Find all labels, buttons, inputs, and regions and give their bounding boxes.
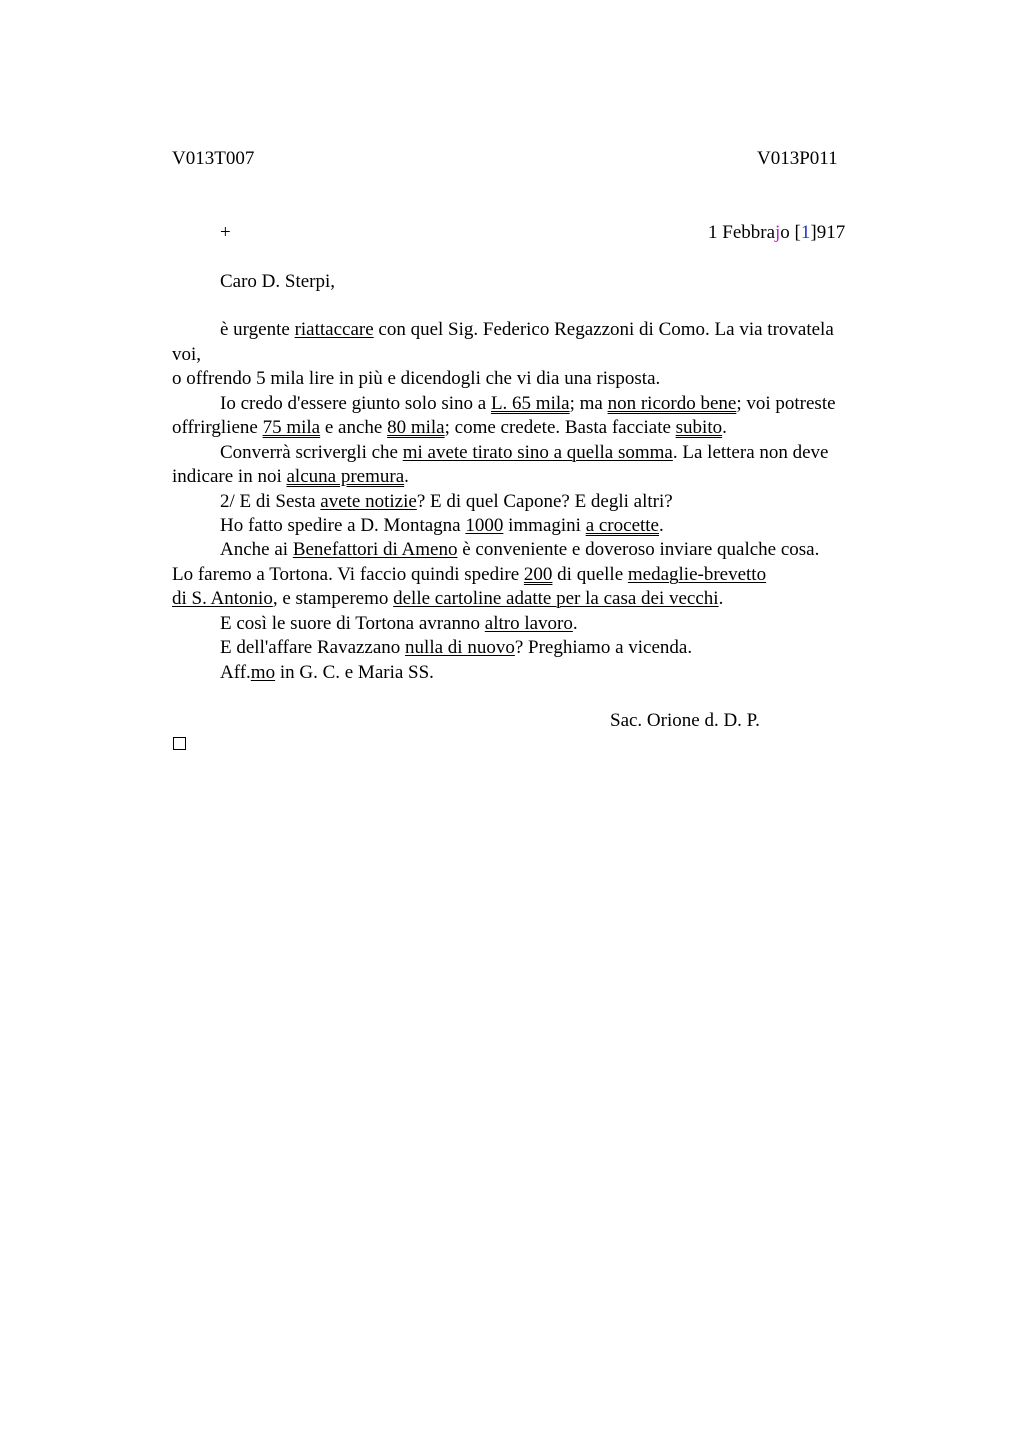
double-underlined-text: 75 mila — [262, 417, 321, 438]
body-line-3: o offrendo 5 mila lire in più e dicendogli che vi dia una risposta. — [172, 368, 661, 389]
text-run: indicare in noi — [172, 466, 287, 487]
salutation: Caro D. Sterpi, — [220, 271, 336, 292]
cross-mark: + — [220, 222, 231, 243]
text-run: offrirgliene — [172, 417, 263, 438]
signature: Sac. Orione d. D. P. — [610, 710, 760, 731]
double-underlined-text: 200 — [523, 564, 553, 585]
text-run: Anche ai — [220, 539, 293, 560]
underlined-text: Benefattori di Ameno — [292, 539, 458, 560]
text-run: , e stamperemo — [272, 588, 394, 609]
body-line-13 — [220, 612, 578, 636]
underlined-text: riattaccare — [294, 319, 374, 340]
body-line-7 — [172, 465, 409, 489]
body-line-11 — [172, 563, 766, 587]
date-bracket-open: [ — [794, 222, 801, 243]
text-run: e anche — [320, 417, 388, 438]
text-run: . La lettera non deve — [672, 442, 829, 463]
underlined-text: mi avete tirato sino a quella somma — [402, 442, 673, 463]
date-o-letter: o — [780, 222, 795, 243]
double-underlined-text: subito — [675, 417, 723, 438]
underlined-text: altro lavoro — [484, 613, 573, 634]
text-run: ; ma — [569, 393, 608, 414]
body-line-10 — [220, 538, 819, 562]
empty-square-icon — [173, 737, 186, 750]
text-run: Converrà scrivergli che — [220, 442, 403, 463]
text-run: . — [404, 466, 409, 487]
text-run: con quel Sig. Federico Regazzoni di Como. La via trovatela — [373, 319, 834, 340]
date-bracket-digit: 1 — [800, 222, 811, 243]
underlined-text: medaglie-brevetto — [627, 564, 767, 585]
underlined-text: di S. Antonio — [172, 588, 273, 609]
body-line-9 — [220, 514, 664, 538]
text-run: ? E di quel Capone? E degli altri? — [416, 491, 673, 512]
text-run: è urgente — [220, 319, 295, 340]
text-run: Aff. — [220, 662, 251, 683]
text-run: Ho fatto spedire a D. Montagna — [220, 515, 466, 536]
double-underlined-text: alcuna premura — [286, 466, 405, 487]
body-line-15 — [220, 661, 434, 685]
double-underlined-text: L. 65 mila — [490, 393, 570, 414]
underlined-text: mo — [250, 662, 276, 683]
text-run: ? Preghiamo a vicenda. — [514, 637, 693, 658]
body-line-6 — [220, 441, 829, 465]
text-run: ; voi potreste — [736, 393, 836, 414]
text-run: è conveniente e doveroso inviare qualche cosa. — [457, 539, 820, 560]
left-document-code: V013T007 — [172, 148, 255, 169]
date-j-letter: j — [775, 222, 781, 243]
text-run: Lo faremo a Tortona. Vi faccio quindi spedire — [172, 564, 524, 585]
body-line-12 — [172, 587, 723, 611]
date-year: ]917 — [810, 222, 846, 243]
underlined-text: nulla di nuovo — [405, 637, 515, 658]
text-run: di quelle — [552, 564, 628, 585]
double-underlined-text: non ricordo bene — [607, 393, 737, 414]
body-line-14 — [220, 636, 692, 660]
underlined-text: 1000 — [465, 515, 504, 536]
text-run: . — [659, 515, 664, 536]
body-line-8 — [220, 490, 673, 514]
underlined-text: avete notizie — [320, 491, 417, 512]
text-run: in G. C. e Maria SS. — [275, 662, 434, 683]
double-underlined-text: a crocette — [585, 515, 659, 536]
text-run: E dell'affare Ravazzano — [220, 637, 406, 658]
text-run: . — [722, 417, 727, 438]
date-day-month: 1 Febbra — [708, 222, 776, 243]
text-run: E così le suore di Tortona avranno — [220, 613, 485, 634]
right-document-code: V013P011 — [757, 148, 838, 169]
body-line-4 — [220, 392, 836, 416]
body-line-2: voi, — [172, 344, 202, 365]
text-run: ; come credete. Basta facciate — [444, 417, 676, 438]
underlined-text: delle cartoline adatte per la casa dei vecchi — [393, 588, 719, 609]
text-run: . — [718, 588, 724, 609]
text-run: Io credo d'essere giunto solo sino a — [220, 393, 491, 414]
body-line-5 — [172, 416, 727, 440]
text-run: 2/ E di Sesta — [220, 491, 321, 512]
text-run: . — [572, 613, 578, 634]
body-line-1 — [220, 318, 834, 342]
double-underlined-text: 80 mila — [387, 417, 445, 438]
text-run: immagini — [503, 515, 586, 536]
letter-date — [708, 221, 845, 245]
